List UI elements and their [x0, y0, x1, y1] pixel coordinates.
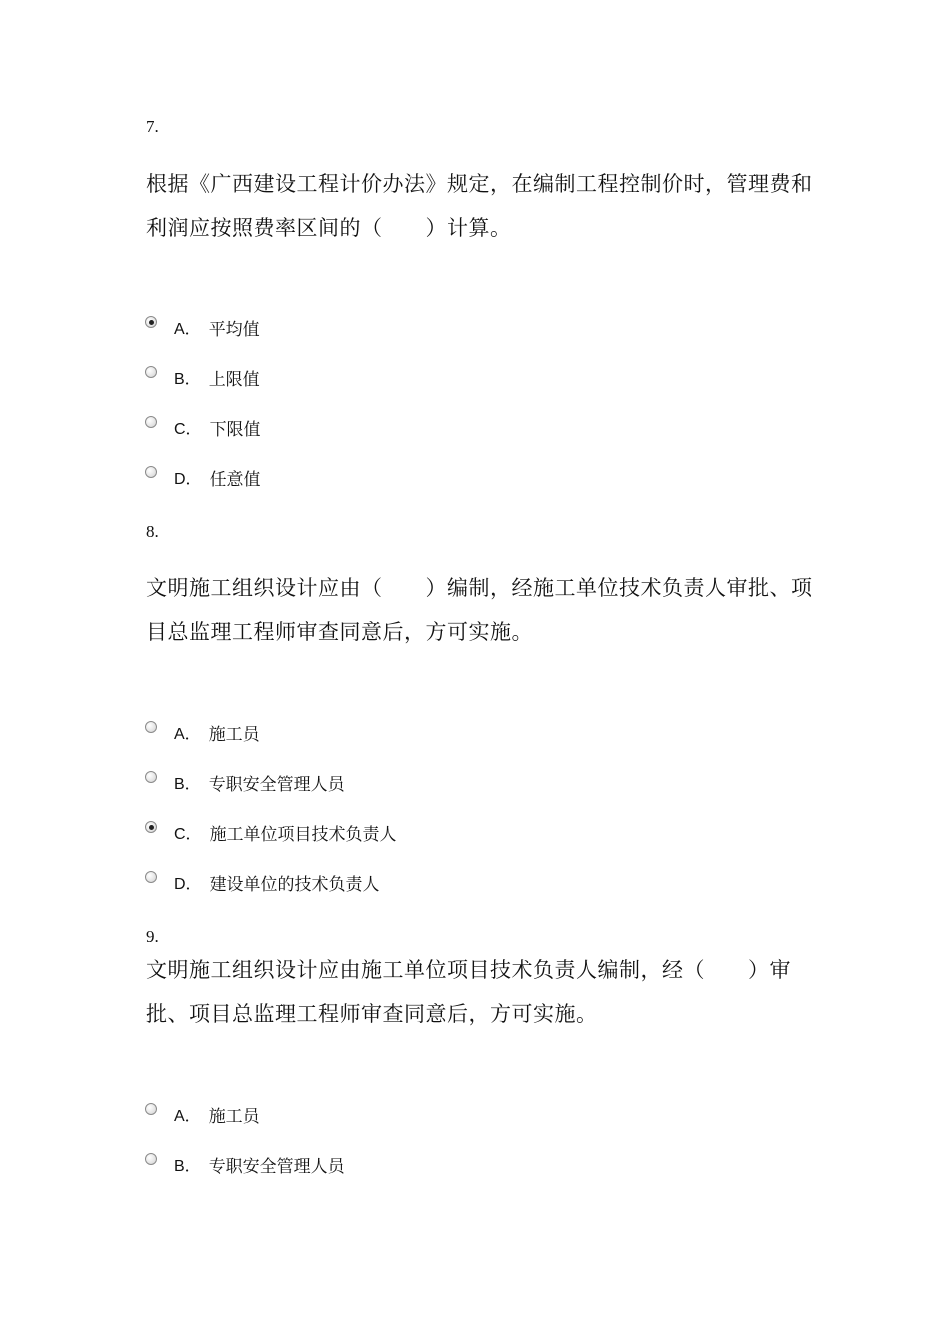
option-text: 专职安全管理人员 [208, 774, 345, 795]
question-8-option-b[interactable] [145, 768, 345, 796]
option-letter: D． [174, 470, 202, 488]
question-7-option-c[interactable] [145, 413, 261, 441]
option-text: 专职安全管理人员 [208, 1156, 345, 1177]
radio-button-icon[interactable] [145, 466, 157, 478]
radio-button-icon[interactable] [145, 821, 157, 833]
question-7-option-a[interactable] [145, 313, 260, 341]
question-7-option-b[interactable] [145, 363, 260, 391]
question-9-number: 9. [146, 927, 159, 946]
option-text: 任意值 [209, 469, 261, 490]
question-9-option-a[interactable] [145, 1100, 260, 1128]
question-9-option-b[interactable] [145, 1150, 345, 1178]
question-9-stem: 文明施工组织设计应由施工单位项目技术负责人编制，经（ ）审批、项目总监理工程师审查同意后，方可实施。 [146, 958, 791, 1026]
question-8-option-a[interactable] [145, 718, 260, 746]
option-text: 施工员 [208, 724, 260, 745]
radio-button-icon[interactable] [145, 1153, 157, 1165]
option-text: 平均值 [208, 319, 260, 340]
question-7-option-d[interactable] [145, 463, 261, 491]
option-text: 施工单位项目技术负责人 [209, 824, 397, 845]
radio-button-icon[interactable] [145, 1103, 157, 1115]
question-8-stem: 文明施工组织设计应由（ ）编制，经施工单位技术负责人审批、项目总监理工程师审查同意后，方可实施。 [146, 576, 813, 644]
option-letter: A． [174, 1107, 201, 1125]
question-8-option-c[interactable] [145, 818, 397, 846]
question-7-number: 7. [146, 117, 159, 136]
option-text: 上限值 [208, 369, 260, 390]
radio-button-icon[interactable] [145, 316, 157, 328]
question-7-stem: 根据《广西建设工程计价办法》规定，在编制工程控制价时，管理费和利润应按照费率区间的（ ）计算。 [146, 172, 813, 240]
option-letter: B． [174, 370, 201, 388]
option-letter: C． [174, 825, 202, 843]
option-text: 建设单位的技术负责人 [209, 874, 380, 895]
option-text: 下限值 [209, 419, 261, 440]
radio-button-icon[interactable] [145, 771, 157, 783]
option-text: 施工员 [208, 1106, 260, 1127]
option-letter: C． [174, 420, 202, 438]
radio-button-icon[interactable] [145, 721, 157, 733]
option-letter: D． [174, 875, 202, 893]
question-8-number: 8. [146, 522, 159, 541]
radio-button-icon[interactable] [145, 416, 157, 428]
radio-button-icon[interactable] [145, 871, 157, 883]
option-letter: B． [174, 775, 201, 793]
option-letter: A． [174, 725, 201, 743]
question-8-option-d[interactable] [145, 868, 380, 896]
option-letter: A． [174, 320, 201, 338]
radio-button-icon[interactable] [145, 366, 157, 378]
option-letter: B． [174, 1157, 201, 1175]
